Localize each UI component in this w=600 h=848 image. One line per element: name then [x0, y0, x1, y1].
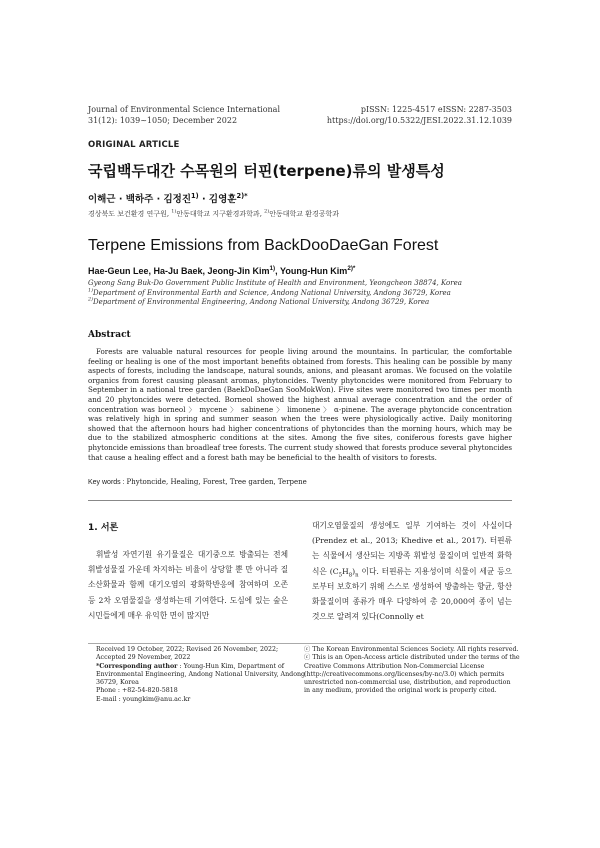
journal-name: Journal of Environmental Science International	[88, 105, 281, 114]
corresponding-phone: Phone : +82-54-820-5818	[96, 687, 178, 695]
english-affil-1: Gyeong Sang Buk-Do Government Public Institute of Health and Environment, Yeongcheon 38874, Korea	[88, 279, 462, 287]
intro-right-text-1: 대기오염물질의 생성에도 일부 기여하는 것이 사실이다 (Prendez et al., 2013; Khedive et al., 2017). 터핀류는 식물에서 생산되는 지방족 휘발성 물질이며 일반적 화학식은 (C	[312, 521, 512, 576]
abstract-text: Forests are valuable natural resources for people living around the mountains. In particular, the comfortable feeling or healing is one of the most important benefits obtained from forests. This healing can be possible by many aspects of forests, including the landscape, natural sounds, anions, and pleasant aromas. We focused on the volatile organics from forest causing pleasant aromas, phytoncides. Twenty phytoncides were monitored from February to September in a national tree garden (BaekDoDaeGan SooMokWon). Five sites were monitored two times per month and 20 phytoncides were detected. Borneol showed the highest annual average concentration and the order of concentration was borneol 〉 mycene 〉 sabinene 〉 limonene 〉 α-pinene. The average phytoncide concentration was relatively high in spring and summer season when the trees were physiologically active. Daily monitoring showed that the afternoon hours had higher concentrations of phytoncides than the morning hours, which may be due to the stabilized atmospheric conditions at the sites. Among the five sites, coniferous forests gave higher phytoncide emissions than broadleaf tree forests. The current study showed that forests produce several phytoncides that cause a healing effect and a forest bath may be beneficial to the health of visitors to forests.	[88, 347, 512, 462]
intro-left-column: 휘발성 자연기원 유기물질은 대기중으로 방출되는 전체 휘발성물질 가운데 차지하는 비율이 상당할 뿐 만 아니라 질소산화물과 함께 대기오염의 광화학반응에 참여하며 오존 등 2차 오염물질을 생성하는데 기여한다. 도심에 있는 숲은 시민들에게 매우 유익한 면이 많지만	[88, 550, 288, 620]
license-line-5: unrestricted non-commercial use, distribution, and reproduction	[304, 679, 511, 687]
license-url[interactable]: (http://creativecommons.org/licenses/by-nc/3.0) which permits	[304, 670, 505, 678]
license-footnote	[304, 646, 518, 696]
english-affil-mark-2: 1)	[88, 287, 94, 294]
received-date: Received 19 October, 2022; Revised 26 November, 2022;	[96, 646, 279, 653]
footnote-divider	[88, 643, 512, 644]
english-author4: , Young-Hun Kim	[275, 266, 348, 276]
corresponding-author: : Young-Hun Kim, Department of	[177, 662, 285, 670]
english-author-names: Hae-Geun Lee, Ha-Ju Baek, Jeong-Jin Kim	[88, 266, 270, 276]
english-affil-mark-3: 2)	[88, 296, 94, 303]
english-affil-2: Department of Environmental Earth and Science, Andong National University, Andong 36729, Korea	[93, 288, 451, 297]
license-line-3: Creative Commons Attribution Non-Commercial License	[304, 662, 485, 670]
accepted-date: Accepted 29 November, 2022	[96, 654, 191, 662]
article-type-label: ORIGINAL ARTICLE	[88, 140, 180, 150]
english-affiliations	[88, 279, 518, 308]
section-divider	[88, 500, 512, 501]
intro-right-column	[312, 518, 512, 624]
license-line-2: ⓒ This is an Open-Access article distributed under the terms of the	[304, 654, 520, 662]
korean-affil-1: 경상북도 보건환경 연구원,	[88, 210, 172, 218]
copyright-line: ⓒ The Korean Environmental Sciences Society. All rights reserved.	[304, 646, 519, 653]
formula-sub-c: 5	[338, 572, 343, 579]
corresponding-email[interactable]: E-mail : youngkim@anu.ac.kr	[96, 695, 191, 703]
corresponding-city: 36729, Korea	[96, 679, 139, 687]
journal-identifiers	[327, 104, 512, 126]
formula-sub-h: 8	[348, 572, 353, 579]
korean-author-names: 이해근 · 백하주 · 김정진	[88, 194, 192, 205]
formula-h: H	[342, 566, 349, 576]
keywords	[88, 478, 307, 486]
formula-sub-n: n	[355, 572, 359, 579]
keywords-label: Key words :	[88, 479, 127, 486]
korean-author4-affil-mark: 2)*	[236, 191, 248, 200]
korean-affil-mark-2: 2)	[264, 208, 270, 215]
issn: pISSN: 1225-4517 eISSN: 2287-3503	[360, 105, 512, 114]
korean-affil-2: 안동대학교 지구환경과학과,	[176, 210, 265, 218]
english-author3-affil-mark: 1)	[269, 265, 276, 272]
article-history-footnote	[96, 646, 306, 704]
english-affil-3: Department of Environmental Engineering, Andong National University, Andong 36729, Korea	[93, 298, 430, 306]
korean-affil-mark-1: 1)	[171, 208, 177, 215]
formula-close: )	[352, 566, 356, 576]
corresponding-label: *Corresponding author	[96, 662, 178, 670]
corresponding-dept: Environmental Engineering, Andong National University, Andong	[96, 670, 306, 678]
korean-author4: · 김영훈	[198, 194, 237, 205]
keywords-text: Phytoncide, Healing, Forest, Tree garden, Terpene	[126, 478, 307, 486]
english-authors	[88, 266, 355, 276]
korean-title: 국립백두대간 수목원의 터핀(terpene)류의 발생특성	[88, 162, 445, 180]
intro-heading: 1. 서론	[88, 523, 119, 533]
korean-author3-affil-mark: 1)	[191, 191, 199, 200]
english-author4-affil-mark: 2)*	[347, 265, 356, 272]
journal-citation	[88, 104, 280, 126]
doi-link[interactable]: https://doi.org/10.5322/JESI.2022.31.12.1039	[326, 116, 512, 125]
korean-authors	[88, 191, 248, 205]
journal-issue: 31(12): 1039~1050; December 2022	[88, 116, 238, 125]
korean-affiliations	[88, 209, 339, 219]
english-title: Terpene Emissions from BackDooDaeGan Forest	[88, 237, 439, 254]
license-line-6: in any medium, provided the original work is properly cited.	[304, 687, 497, 695]
intro-right-text-2: 이다. 터핀류는 지용성이며 식물이 세균 등으로부터 보호하기 위해 스스로 생성하여 방출하는 향균, 항산화물질이며 종류가 매우 다양하여 총 20,000여 종이 넘는 것으로 알려져 있다(Connolly et	[312, 566, 512, 622]
abstract-heading: Abstract	[88, 330, 131, 340]
korean-affil-3: 안동대학교 환경공학과	[269, 210, 340, 218]
